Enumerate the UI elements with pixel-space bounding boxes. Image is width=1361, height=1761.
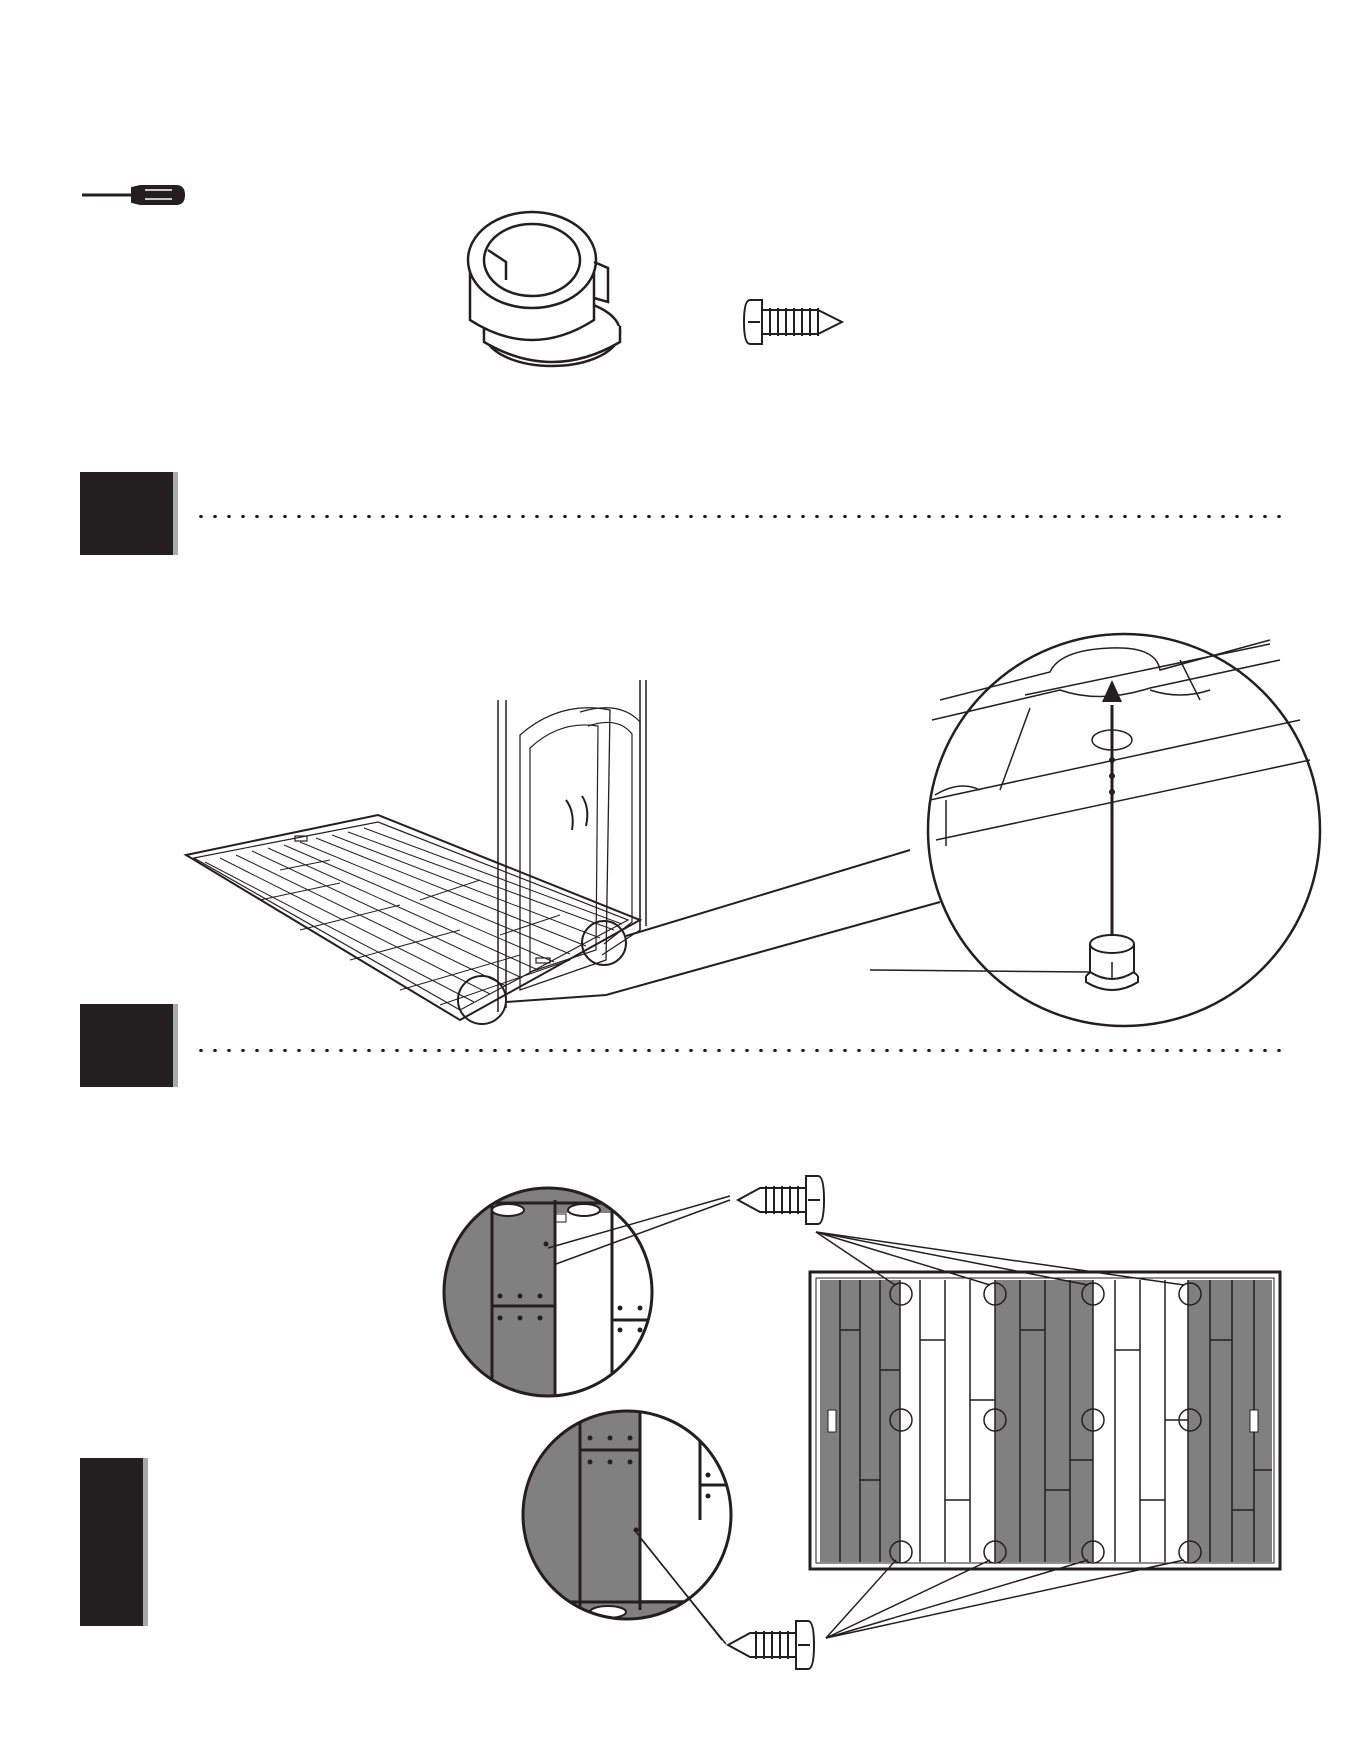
screwdriver-icon <box>82 186 184 204</box>
bushing-detail-callout <box>870 634 1320 1026</box>
bottom-screw-detail-callout <box>520 1410 740 1644</box>
shed-floor-illustration <box>186 680 940 1024</box>
dotted-divider <box>194 1049 1282 1052</box>
screw-icon <box>738 1176 824 1224</box>
screw-icon <box>744 300 842 344</box>
step-marker-3 <box>80 1458 143 1626</box>
dotted-divider <box>194 515 1282 518</box>
step-marker-1 <box>80 472 173 555</box>
floor-plan-overhead <box>810 1232 1280 1638</box>
screw-icon <box>728 1621 814 1669</box>
floor-bushing-icon <box>468 212 620 366</box>
step-marker-2 <box>80 1004 173 1087</box>
top-screw-detail-callout <box>440 1185 730 1410</box>
